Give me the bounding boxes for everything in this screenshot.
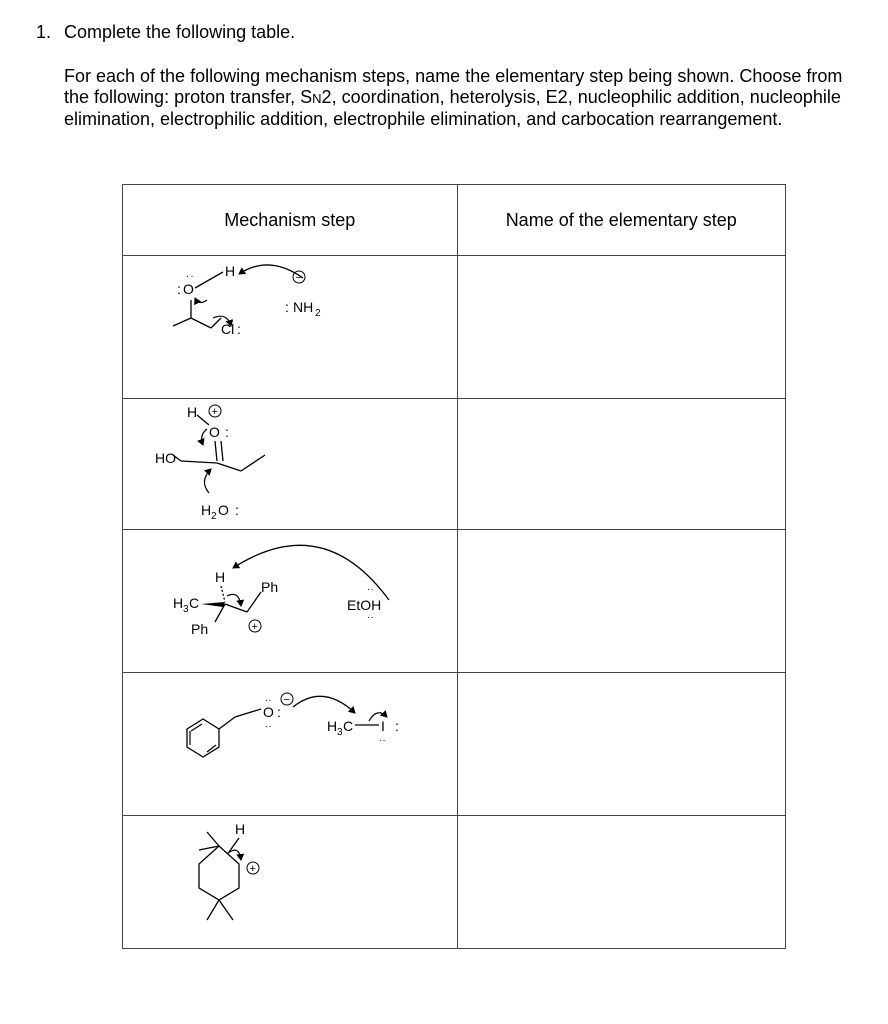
svg-text:HO: HO: [155, 450, 176, 466]
mechanism-step-4: [123, 673, 458, 816]
question-instructions: [64, 66, 854, 130]
mechanism-step-header: Mechanism step: [123, 185, 458, 256]
svg-text::: :: [235, 502, 239, 518]
svg-text:+: +: [251, 621, 258, 633]
svg-text:NH: NH: [293, 299, 314, 315]
svg-text:C: C: [343, 718, 354, 734]
question-number: 1.: [36, 22, 52, 42]
svg-text:O: O: [209, 424, 220, 440]
svg-text::: :: [285, 299, 289, 315]
mechanism-table: [122, 184, 786, 949]
svg-text:2: 2: [211, 511, 217, 522]
svg-text:3: 3: [183, 604, 189, 615]
mechanism-step-3: [123, 530, 458, 673]
svg-text:3: 3: [337, 727, 343, 738]
svg-text:Ph: Ph: [191, 621, 209, 637]
svg-text:H: H: [173, 595, 184, 611]
mechanism-1-drawing: [123, 256, 457, 398]
answer-cell-4[interactable]: [457, 673, 786, 816]
svg-text:Ph: Ph: [261, 579, 279, 595]
svg-text:O: O: [218, 502, 229, 518]
answer-cell-3[interactable]: [457, 530, 786, 673]
mechanism-4-drawing: [123, 673, 457, 815]
table-row: [123, 816, 786, 949]
svg-text:Cl: Cl: [221, 321, 235, 337]
answer-cell-2[interactable]: [457, 399, 786, 530]
svg-text:O: O: [263, 704, 274, 720]
table-header-row: [123, 185, 786, 256]
table-row: [123, 530, 786, 673]
table-row: [123, 673, 786, 816]
svg-text:I: I: [381, 718, 385, 734]
svg-text:+: +: [249, 863, 256, 875]
mechanism-step-5: [123, 816, 458, 949]
svg-text:··: ··: [265, 695, 272, 706]
svg-text:··: ··: [367, 612, 374, 623]
mechanism-step-1: [123, 256, 458, 399]
svg-text:H: H: [215, 569, 226, 585]
question-title: Complete the following table.: [64, 22, 296, 42]
svg-text:··: ··: [379, 707, 386, 718]
svg-text:−: −: [283, 694, 290, 706]
svg-text:H: H: [201, 502, 212, 518]
sn2-term: SN2: [300, 87, 332, 107]
svg-text:H: H: [225, 263, 236, 279]
mechanism-2-drawing: [123, 399, 457, 529]
answer-cell-5[interactable]: [457, 816, 786, 949]
svg-text:H: H: [327, 718, 338, 734]
mechanism-3-drawing: [123, 530, 457, 672]
svg-text:C: C: [189, 595, 200, 611]
svg-text:··: ··: [265, 721, 272, 732]
svg-text::: :: [277, 704, 281, 720]
svg-text:··: ··: [367, 584, 374, 595]
svg-text:H: H: [187, 404, 198, 420]
mechanism-5-drawing: [123, 816, 457, 948]
mechanism-step-2: [123, 399, 458, 530]
svg-text::: :: [395, 718, 399, 734]
svg-text:O: O: [183, 281, 194, 297]
question-heading: [36, 22, 295, 43]
answer-cell-1[interactable]: [457, 256, 786, 399]
svg-text:EtOH: EtOH: [347, 597, 382, 613]
instructions-text-post: , coordination, heterolysis, E2, nucleophilic addition, nucleophile elimination, electrophilic addition, electrophile elimination, and carbocation rearrangement.: [64, 87, 841, 129]
elementary-step-name-header: Name of the elementary step: [457, 185, 786, 256]
svg-text:−: −: [295, 272, 302, 284]
instructions-text-pre: For each of the following mechanism steps, name the elementary step being shown. Choose from the following: proton transfer,: [64, 66, 843, 107]
svg-text::: :: [177, 281, 181, 297]
svg-text:H: H: [235, 821, 246, 837]
svg-text::: :: [184, 275, 195, 278]
svg-text:··: ··: [379, 735, 386, 746]
svg-text::: :: [237, 321, 241, 337]
svg-text::: :: [225, 424, 229, 440]
table-row: [123, 256, 786, 399]
table-row: [123, 399, 786, 530]
svg-text:2: 2: [315, 308, 321, 319]
svg-text:+: +: [211, 406, 218, 418]
